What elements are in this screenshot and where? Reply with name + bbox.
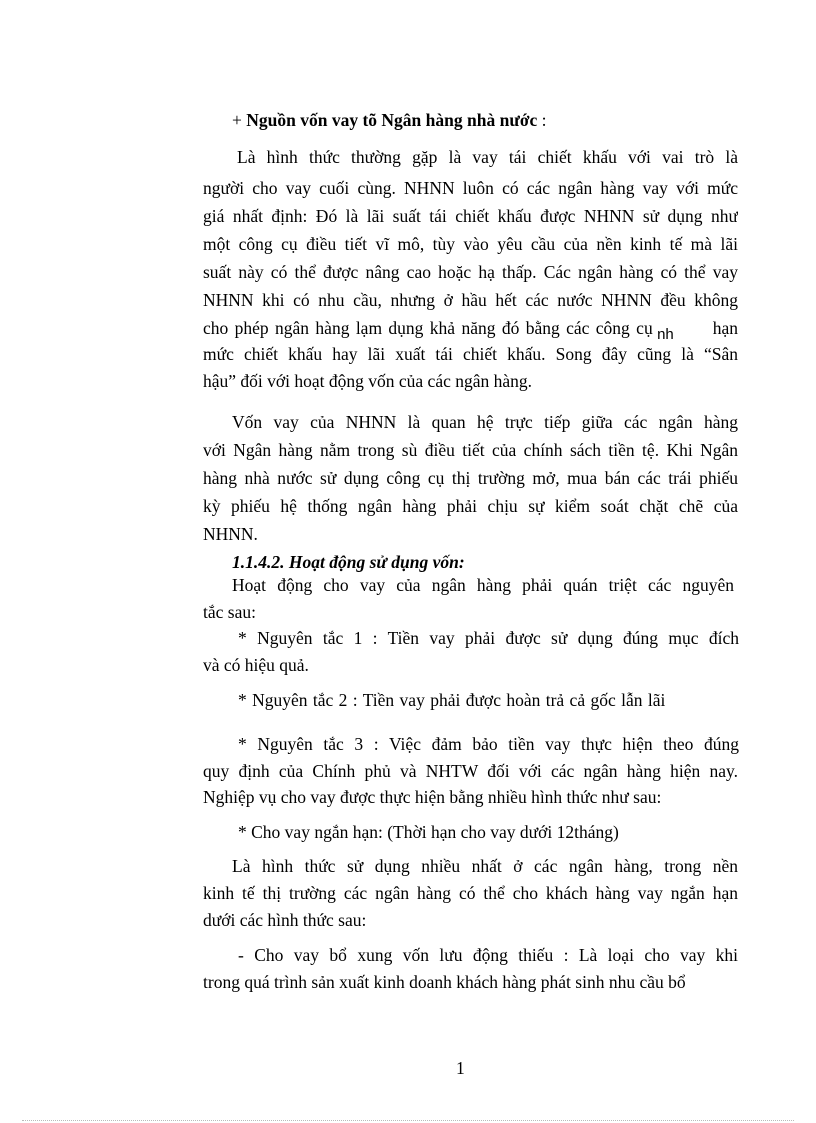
rule-line: Nghiệp vụ cho vay được thực hiện bằng nhiều hình thức như sau: [203, 787, 662, 807]
paragraph-line [203, 317, 738, 343]
paragraph-line: suất này có thể được nâng cao hoặc hạ thấp. Các ngân hàng có thể vay [203, 262, 738, 282]
short-term-loan-heading: * Cho vay ngắn hạn: (Thời hạn cho vay dưới 12tháng) [238, 822, 619, 842]
rule-line: * Nguyên tắc 3 : Việc đảm bảo tiền vay thực hiện theo đúng [238, 734, 739, 754]
paragraph-line: với Ngân hàng nằm trong sù điều tiết của chính sách tiền tệ. Khi Ngân [203, 440, 738, 460]
paragraph-line: người cho vay cuối cùng. NHNN luôn có các ngân hàng vay với mức [203, 178, 738, 198]
paragraph-line: kinh tế thị trường các ngân hàng có thể cho khách hàng vay ngắn hạn [203, 883, 738, 903]
section-heading: 1.1.4.2. Hoạt động sử dụng vốn: [232, 552, 465, 572]
rule-line: * Nguyên tắc 1 : Tiền vay phải được sử dụng đúng mục đích [238, 628, 739, 648]
paragraph-line: hàng nhà nước sử dụng công cụ thị trường mở, mua bán các trái phiếu [203, 468, 738, 488]
paragraph-line: một công cụ điều tiết vĩ mô, tùy vào yêu cầu của nền kinh tế mà lãi [203, 234, 738, 254]
rule-line: * Nguyên tắc 2 : Tiền vay phải được hoàn trả cả gốc lẫn lãi [238, 690, 666, 710]
rule-line: quy định của Chính phủ và NHTW đối với các ngân hàng hiện nay. [203, 761, 738, 781]
paragraph-line: Hoạt động cho vay của ngân hàng phải quán triệt các nguyên [232, 575, 734, 595]
paragraph-line: hậu” đối với hoạt động vốn của các ngân hàng. [203, 371, 533, 391]
paragraph-line: giá nhất định: Đó là lãi suất tái chiết khấu được NHNN sử dụng như [203, 206, 738, 226]
heading-title: Nguồn vốn vay tõ Ngân hàng nhà nước [246, 110, 538, 130]
page-bottom-divider [22, 1120, 794, 1121]
paragraph-line: trong quá trình sản xuất kinh doanh khách hàng phát sinh nhu cầu bổ [203, 972, 686, 992]
paragraph-line: - Cho vay bổ xung vốn lưu động thiếu : Là loại cho vay khi [238, 945, 738, 965]
paragraph-line: mức chiết khấu hay lãi xuất tái chiết khấu. Song đây cũng là “Sân [203, 344, 738, 364]
paragraph-line: Là hình thức sử dụng nhiều nhất ở các ngân hàng, trong nền [232, 856, 738, 876]
rule-line: và có hiệu quả. [203, 655, 309, 675]
paragraph-line: dưới các hình thức sau: [203, 910, 367, 930]
paragraph-line: kỳ phiếu hệ thống ngân hàng phải chịu sự kiểm soát chặt chẽ của [203, 496, 738, 516]
line-text: cho phép ngân hàng lạm dụng khả năng đó bằng các công cụ [203, 318, 653, 338]
paragraph-line: tắc sau: [203, 602, 256, 622]
heading-funding-source [232, 109, 547, 131]
paragraph-line: NHNN khi có nhu cầu, nhưng ở hầu hết các nước NHNN đều không [203, 290, 738, 310]
paragraph-line: Vốn vay của NHNN là quan hệ trực tiếp giữa các ngân hàng [232, 412, 738, 432]
paragraph-line: NHNN. [203, 524, 258, 544]
heading-suffix: : [537, 110, 547, 130]
subscript-text: nh [657, 326, 674, 343]
heading-prefix: + [232, 110, 247, 130]
page-number: 1 [456, 1058, 465, 1078]
paragraph-line: Là hình thức thường gặp là vay tái chiết khấu với vai trò là [237, 147, 738, 167]
line-tail: hạn [712, 318, 738, 338]
